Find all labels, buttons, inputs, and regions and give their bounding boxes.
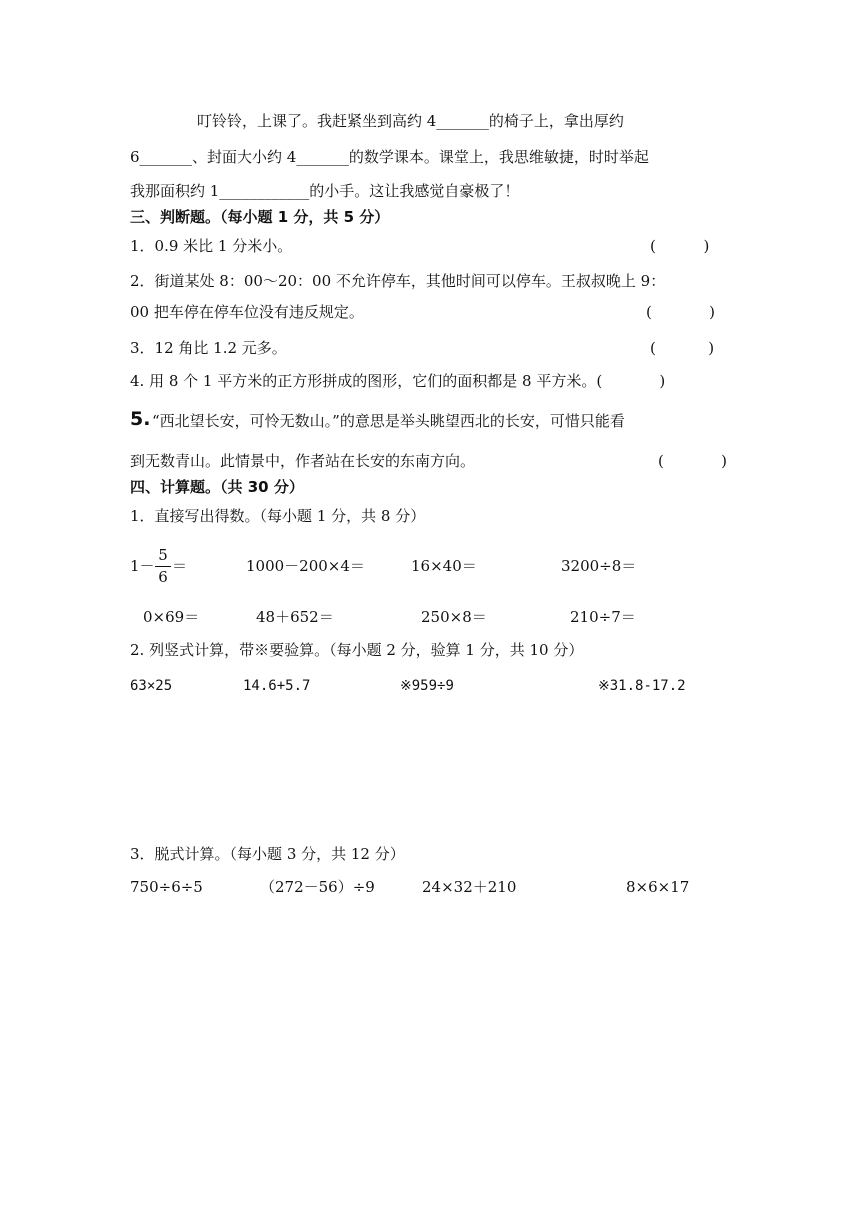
mental-calc-2-3: 250×8＝ [421,608,487,626]
passage-line-2: 6_______、封面大小约 4_______的数学课本。课堂上，我思维敏捷，时时举起 [130,148,649,166]
fraction-prefix: 1－ [130,557,155,575]
mental-calc-1-3: 16×40＝ [411,557,477,575]
passage-line-1: 叮铃铃，上课了。我赶紧坐到高约 4_______的椅子上，拿出厚约 [197,112,624,130]
passage-line-3: 我那面积约 1____________的小手。这让我感觉自豪极了！ [130,182,520,200]
part-1-heading: 1．直接写出得数。（每小题 1 分，共 8 分） [130,507,426,525]
judge-item-1: 1．0.9 米比 1 分米小。 [130,237,293,255]
vertical-calc-2: 14.6+5.7 [243,678,311,694]
judge-item-3-paren[interactable]: ( ) [650,339,715,357]
mental-calc-1-2: 1000－200×4＝ [246,557,365,575]
part-2-heading: 2. 列竖式计算，带※要验算。（每小题 2 分，验算 1 分，共 10 分） [130,641,584,659]
judge-item-5-paren[interactable]: ( ) [658,452,727,470]
mental-calc-1-4: 3200÷8＝ [561,557,637,575]
judge-item-2: 2．街道某处 8：00～20：00 不允许停车，其他时间可以停车。王叔叔晚上 9： [130,272,666,290]
part-3-heading: 3．脱式计算。（每小题 3 分，共 12 分） [130,845,405,863]
step-calc-4: 8×6×17 [626,878,690,896]
judge-item-4: 4. 用 8 个 1 平方米的正方形拼成的图形，它们的面积都是 8 平方米。( ) [130,372,666,390]
mental-calc-2-2: 48＋652＝ [256,608,334,626]
vertical-calc-4: ※31.8-17.2 [598,678,686,694]
step-calc-3: 24×32＋210 [422,878,517,896]
step-calc-2: （272－56）÷9 [260,878,375,896]
judge-item-2-line2: 00 把车停在停车位没有违反规定。 [130,303,364,321]
judge-item-3: 3．12 角比 1.2 元多。 [130,339,287,357]
vertical-calc-3: ※959÷9 [400,678,454,694]
mental-calc-2-4: 210÷7＝ [570,608,636,626]
mental-calc-2-1: 0×69＝ [143,608,200,626]
fraction-suffix: ＝ [172,557,188,575]
fraction-numerator: 5 [158,546,168,564]
vertical-calc-1: 63×25 [130,678,173,694]
judge-item-5: “西北望长安，可怜无数山。”的意思是举头眺望西北的长安，可惜只能看 [152,412,625,430]
judge-item-5-number: 5. [130,408,151,430]
fraction-denominator: 6 [158,568,168,586]
section-4-title: 四、计算题。（共 30 分） [130,478,304,496]
section-3-title: 三、判断题。（每小题 1 分，共 5 分） [130,208,390,226]
step-calc-1: 750÷6÷5 [130,878,203,896]
fraction-bar [155,566,171,567]
judge-item-1-paren[interactable]: ( ) [650,237,710,255]
judge-item-2-paren[interactable]: ( ) [646,303,715,321]
judge-item-5-line2: 到无数青山。此情景中，作者站在长安的东南方向。 [130,452,476,470]
